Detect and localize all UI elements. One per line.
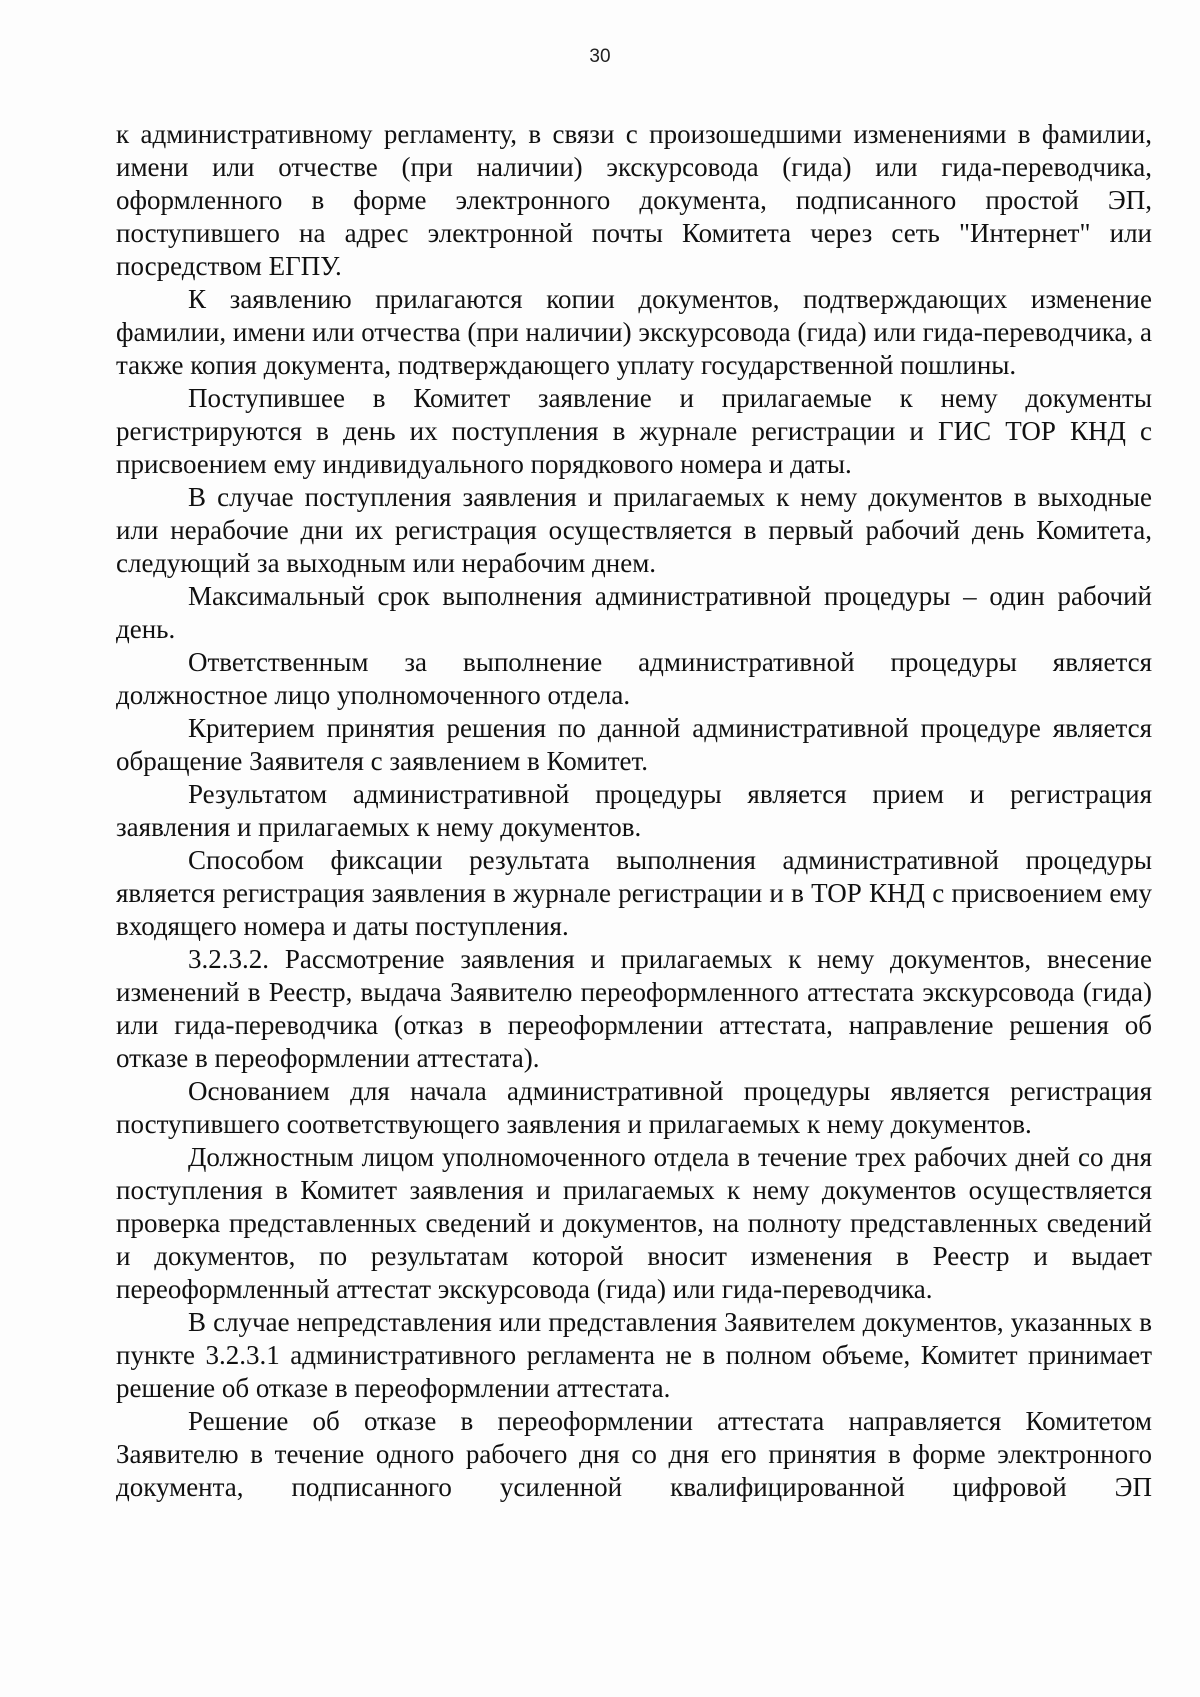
paragraph-13: В случае непредставления или представления Заявителем документов, указанных в пункте 3.2.3.1 административного регламента не в полном объеме, Комитет принимает решение об отказе в переоформлении аттестата.	[116, 1307, 1152, 1403]
paragraph-14: Решение об отказе в переоформлении аттестата направляется Комитетом Заявителю в течение одного рабочего дня со дня его принятия в форме электронного документа, подписанного усиленной квалифицированной цифровой ЭП	[116, 1406, 1152, 1502]
paragraph-6: Ответственным за выполнение административной процедуры является должностное лицо уполномоченного отдела.	[116, 647, 1152, 710]
paragraph-4: В случае поступления заявления и прилагаемых к нему документов в выходные или нерабочие дни их регистрация осуществляется в первый рабочий день Комитета, следующий за выходным или нерабочим днем.	[116, 482, 1152, 578]
paragraph-2: К заявлению прилагаются копии документов, подтверждающих изменение фамилии, имени или отчества (при наличии) экскурсовода (гида) или гида-переводчика, а также копия документа, подтверждающего уплату государственной пошлины.	[116, 284, 1152, 380]
paragraph-9: Способом фиксации результата выполнения административной процедуры является регистрация заявления в журнале регистрации и в ТОР КНД с присвоением ему входящего номера и даты поступления.	[116, 845, 1152, 941]
paragraph-7: Критерием принятия решения по данной административной процедуре является обращение Заявителя с заявлением в Комитет.	[116, 713, 1152, 776]
page-number: 30	[589, 46, 611, 67]
paragraph-1: к административному регламенту, в связи с произошедшими изменениями в фамилии, имени или отчестве (при наличии) экскурсовода (гида) или гида-переводчика, оформленного в форме электронного документа, подписанного простой ЭП, поступившего на адрес электронной почты Комитета через сеть "Интернет" или посредством ЕГПУ.	[116, 119, 1152, 281]
document-text	[116, 118, 1152, 1504]
paragraph-10: 3.2.3.2. Рассмотрение заявления и прилагаемых к нему документов, внесение изменений в Реестр, выдача Заявителю переоформленного аттестата экскурсовода (гида) или гида-переводчика (отказ в переоформлении аттестата, направление решения об отказе в переоформлении аттестата).	[116, 944, 1152, 1073]
paragraph-11: Основанием для начала административной процедуры является регистрация поступившего соответствующего заявления и прилагаемых к нему документов.	[116, 1076, 1152, 1139]
paragraph-8: Результатом административной процедуры является прием и регистрация заявления и прилагаемых к нему документов.	[116, 779, 1152, 842]
paragraph-3: Поступившее в Комитет заявление и прилагаемые к нему документы регистрируются в день их поступления в журнале регистрации и ГИС ТОР КНД с присвоением ему индивидуального порядкового номера и даты.	[116, 383, 1152, 479]
paragraph-12: Должностным лицом уполномоченного отдела в течение трех рабочих дней со дня поступления в Комитет заявления и прилагаемых к нему документов осуществляется проверка представленных сведений и документов, на полноту представленных сведений и документов, по результатам которой вносит изменения в Реестр и выдает переоформленный аттестат экскурсовода (гида) или гида-переводчика.	[116, 1142, 1152, 1304]
paragraph-5: Максимальный срок выполнения административной процедуры – один рабочий день.	[116, 581, 1152, 644]
